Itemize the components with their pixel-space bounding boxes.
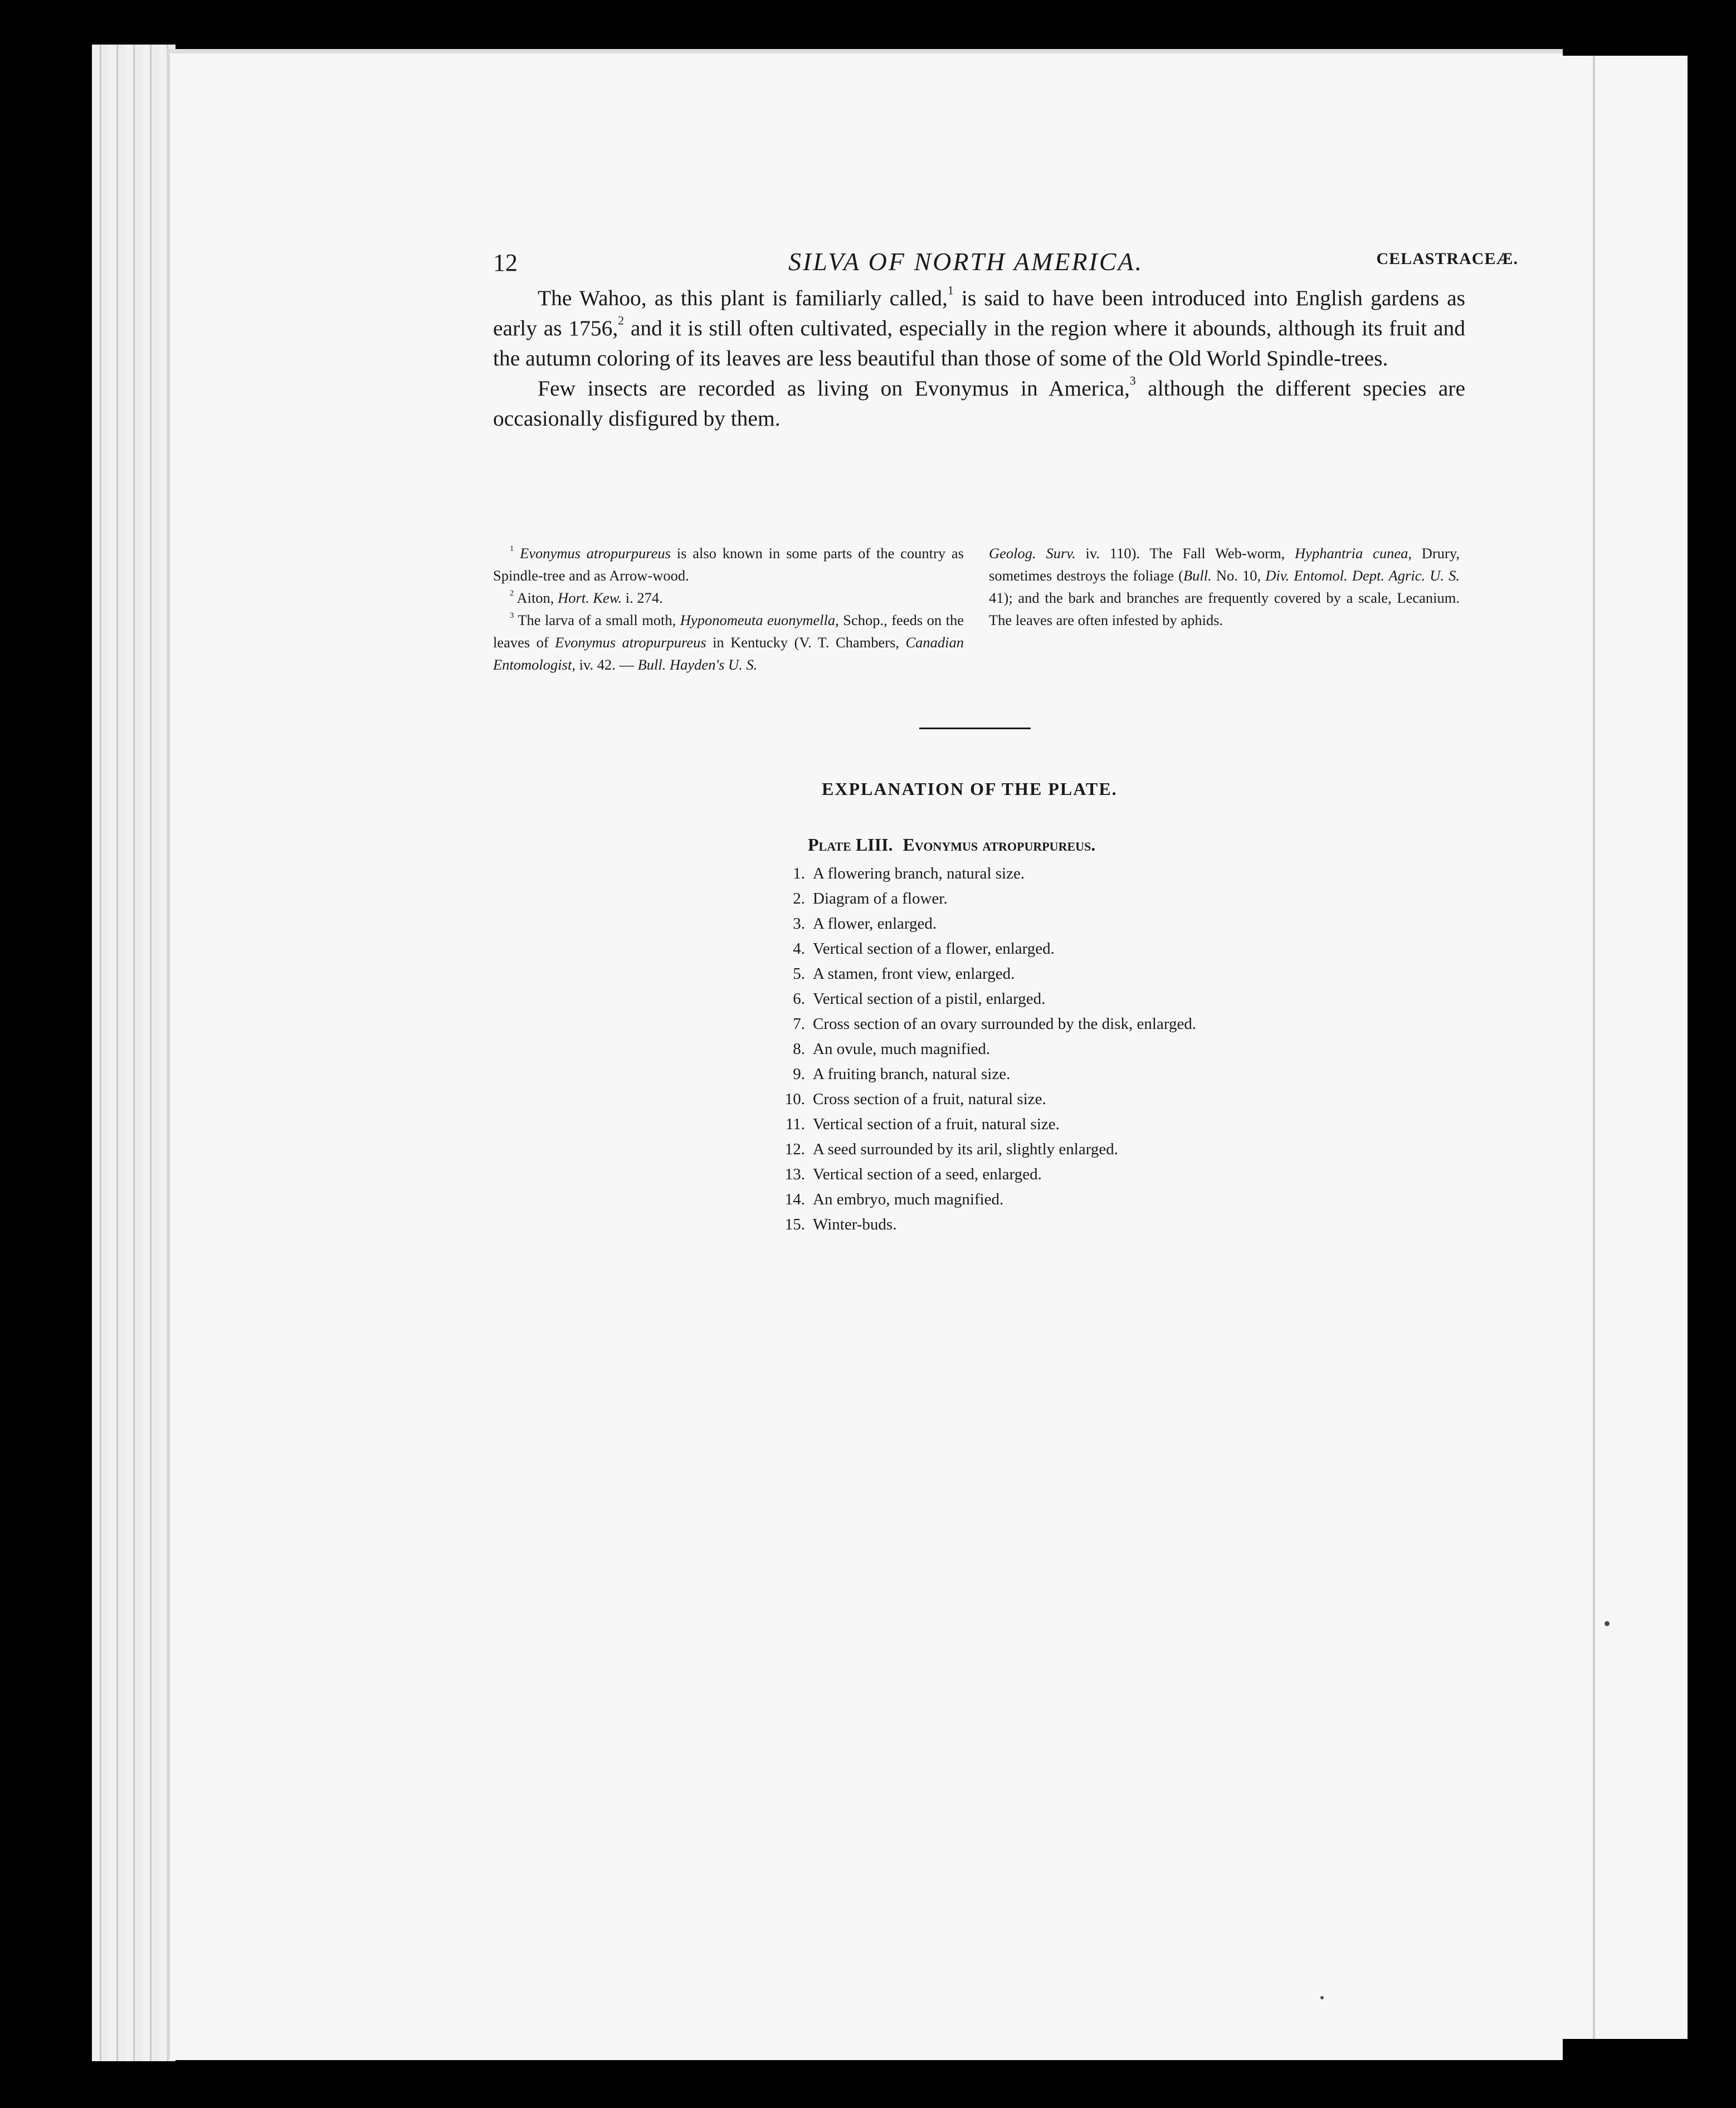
footnotes-right-column bbox=[989, 542, 1460, 631]
ink-speck bbox=[1605, 1621, 1610, 1626]
list-item: 12. A seed surrounded by its aril, slightly enlarged. bbox=[784, 1140, 1118, 1158]
list-item: 6. Vertical section of a pistil, enlarged. bbox=[793, 990, 1046, 1008]
footnote-ref-1: 1 bbox=[947, 284, 954, 297]
footnote-2: $^2$ Aiton, Hort. Kew. i. 274. bbox=[510, 588, 663, 606]
list-item: 13. Vertical section of a seed, enlarged. bbox=[784, 1165, 1042, 1183]
plate-caption bbox=[808, 835, 1101, 855]
plate-figure-list bbox=[755, 861, 1196, 1237]
plate-label: Plate LIII. bbox=[808, 835, 893, 855]
book-page bbox=[170, 49, 1563, 2060]
list-item: 15. Winter-buds. bbox=[784, 1216, 897, 1233]
footnote-3-continued: Geolog. Surv. iv. 110). The Fall Web-worm, Hyphantria cunea, Drury, sometimes destroys the foliage (Bull. No. 10, Div. Entomol. Dept. Agric. U. S. 41); and the bark and branches are frequently covered by a scale, Lecanium. The leaves are often infested by aphids. bbox=[989, 545, 1460, 628]
list-item: 11. Vertical section of a fruit, natural size. bbox=[785, 1115, 1060, 1133]
explanation-heading: EXPLANATION OF THE PLATE. bbox=[822, 779, 1118, 799]
list-item: 1. A flowering branch, natural size. bbox=[793, 865, 1025, 882]
list-item: 2. Diagram of a flower. bbox=[793, 890, 948, 907]
list-item: 7. Cross section of an ovary surrounded by the disk, enlarged. bbox=[793, 1015, 1197, 1033]
footnote-1: $^1$ Evonymus atropurpureus is also known in some parts of the country as Spindle-tree and as Arrow-wood. bbox=[493, 544, 964, 584]
section-divider bbox=[919, 728, 1031, 729]
list-item: 4. Vertical section of a flower, enlarged. bbox=[793, 940, 1055, 958]
section-name: CELASTRACEÆ. bbox=[1376, 250, 1518, 268]
running-title: SILVA OF NORTH AMERICA. bbox=[788, 247, 1144, 276]
list-item: 8. An ovule, much magnified. bbox=[793, 1040, 991, 1058]
footnote-3: $^3$ The larva of a small moth, Hyponomeuta euonymella, Schop., feeds on the leaves of Evonymus atropurpureus in Kentucky (V. T. Chambers, Canadian Entomologist, iv. 42. — Bull. Hayden's U. S. bbox=[493, 611, 964, 673]
plate-species: Evonymus atropurpureus. bbox=[903, 835, 1096, 855]
footnotes-left-column bbox=[493, 542, 964, 676]
paragraph-2: Few insects are recorded as living on Evonymus in America,$^3$ although the different species are occasionally disfigured by them. bbox=[493, 374, 1465, 431]
paragraph-1: The Wahoo, as this plant is familiarly called,$^1$ is said to have been introduced into English gardens as early as 1756,$^2$ and it is still often cultivated, especially in the region where it abounds, although its fruit and the autumn coloring of its leaves are less beautiful than those of some of the Old World Spindle-trees. bbox=[493, 284, 1466, 370]
list-item: 3. A flower, enlarged. bbox=[793, 915, 937, 933]
list-item: 9. A fruiting branch, natural size. bbox=[793, 1065, 1011, 1083]
book-edge-right bbox=[1557, 56, 1688, 2039]
list-item: 5. A stamen, front view, enlarged. bbox=[793, 965, 1015, 983]
page-number: 12 bbox=[493, 249, 518, 276]
list-item: 10. Cross section of a fruit, natural size. bbox=[784, 1090, 1046, 1108]
footnote-ref-3: 3 bbox=[1129, 374, 1136, 388]
footnote-ref-2: 2 bbox=[618, 314, 625, 328]
ink-speck bbox=[1320, 1996, 1324, 1999]
list-item: 14. An embryo, much magnified. bbox=[784, 1190, 1004, 1208]
book-edge-left bbox=[92, 45, 175, 2061]
body-text bbox=[493, 283, 1465, 433]
